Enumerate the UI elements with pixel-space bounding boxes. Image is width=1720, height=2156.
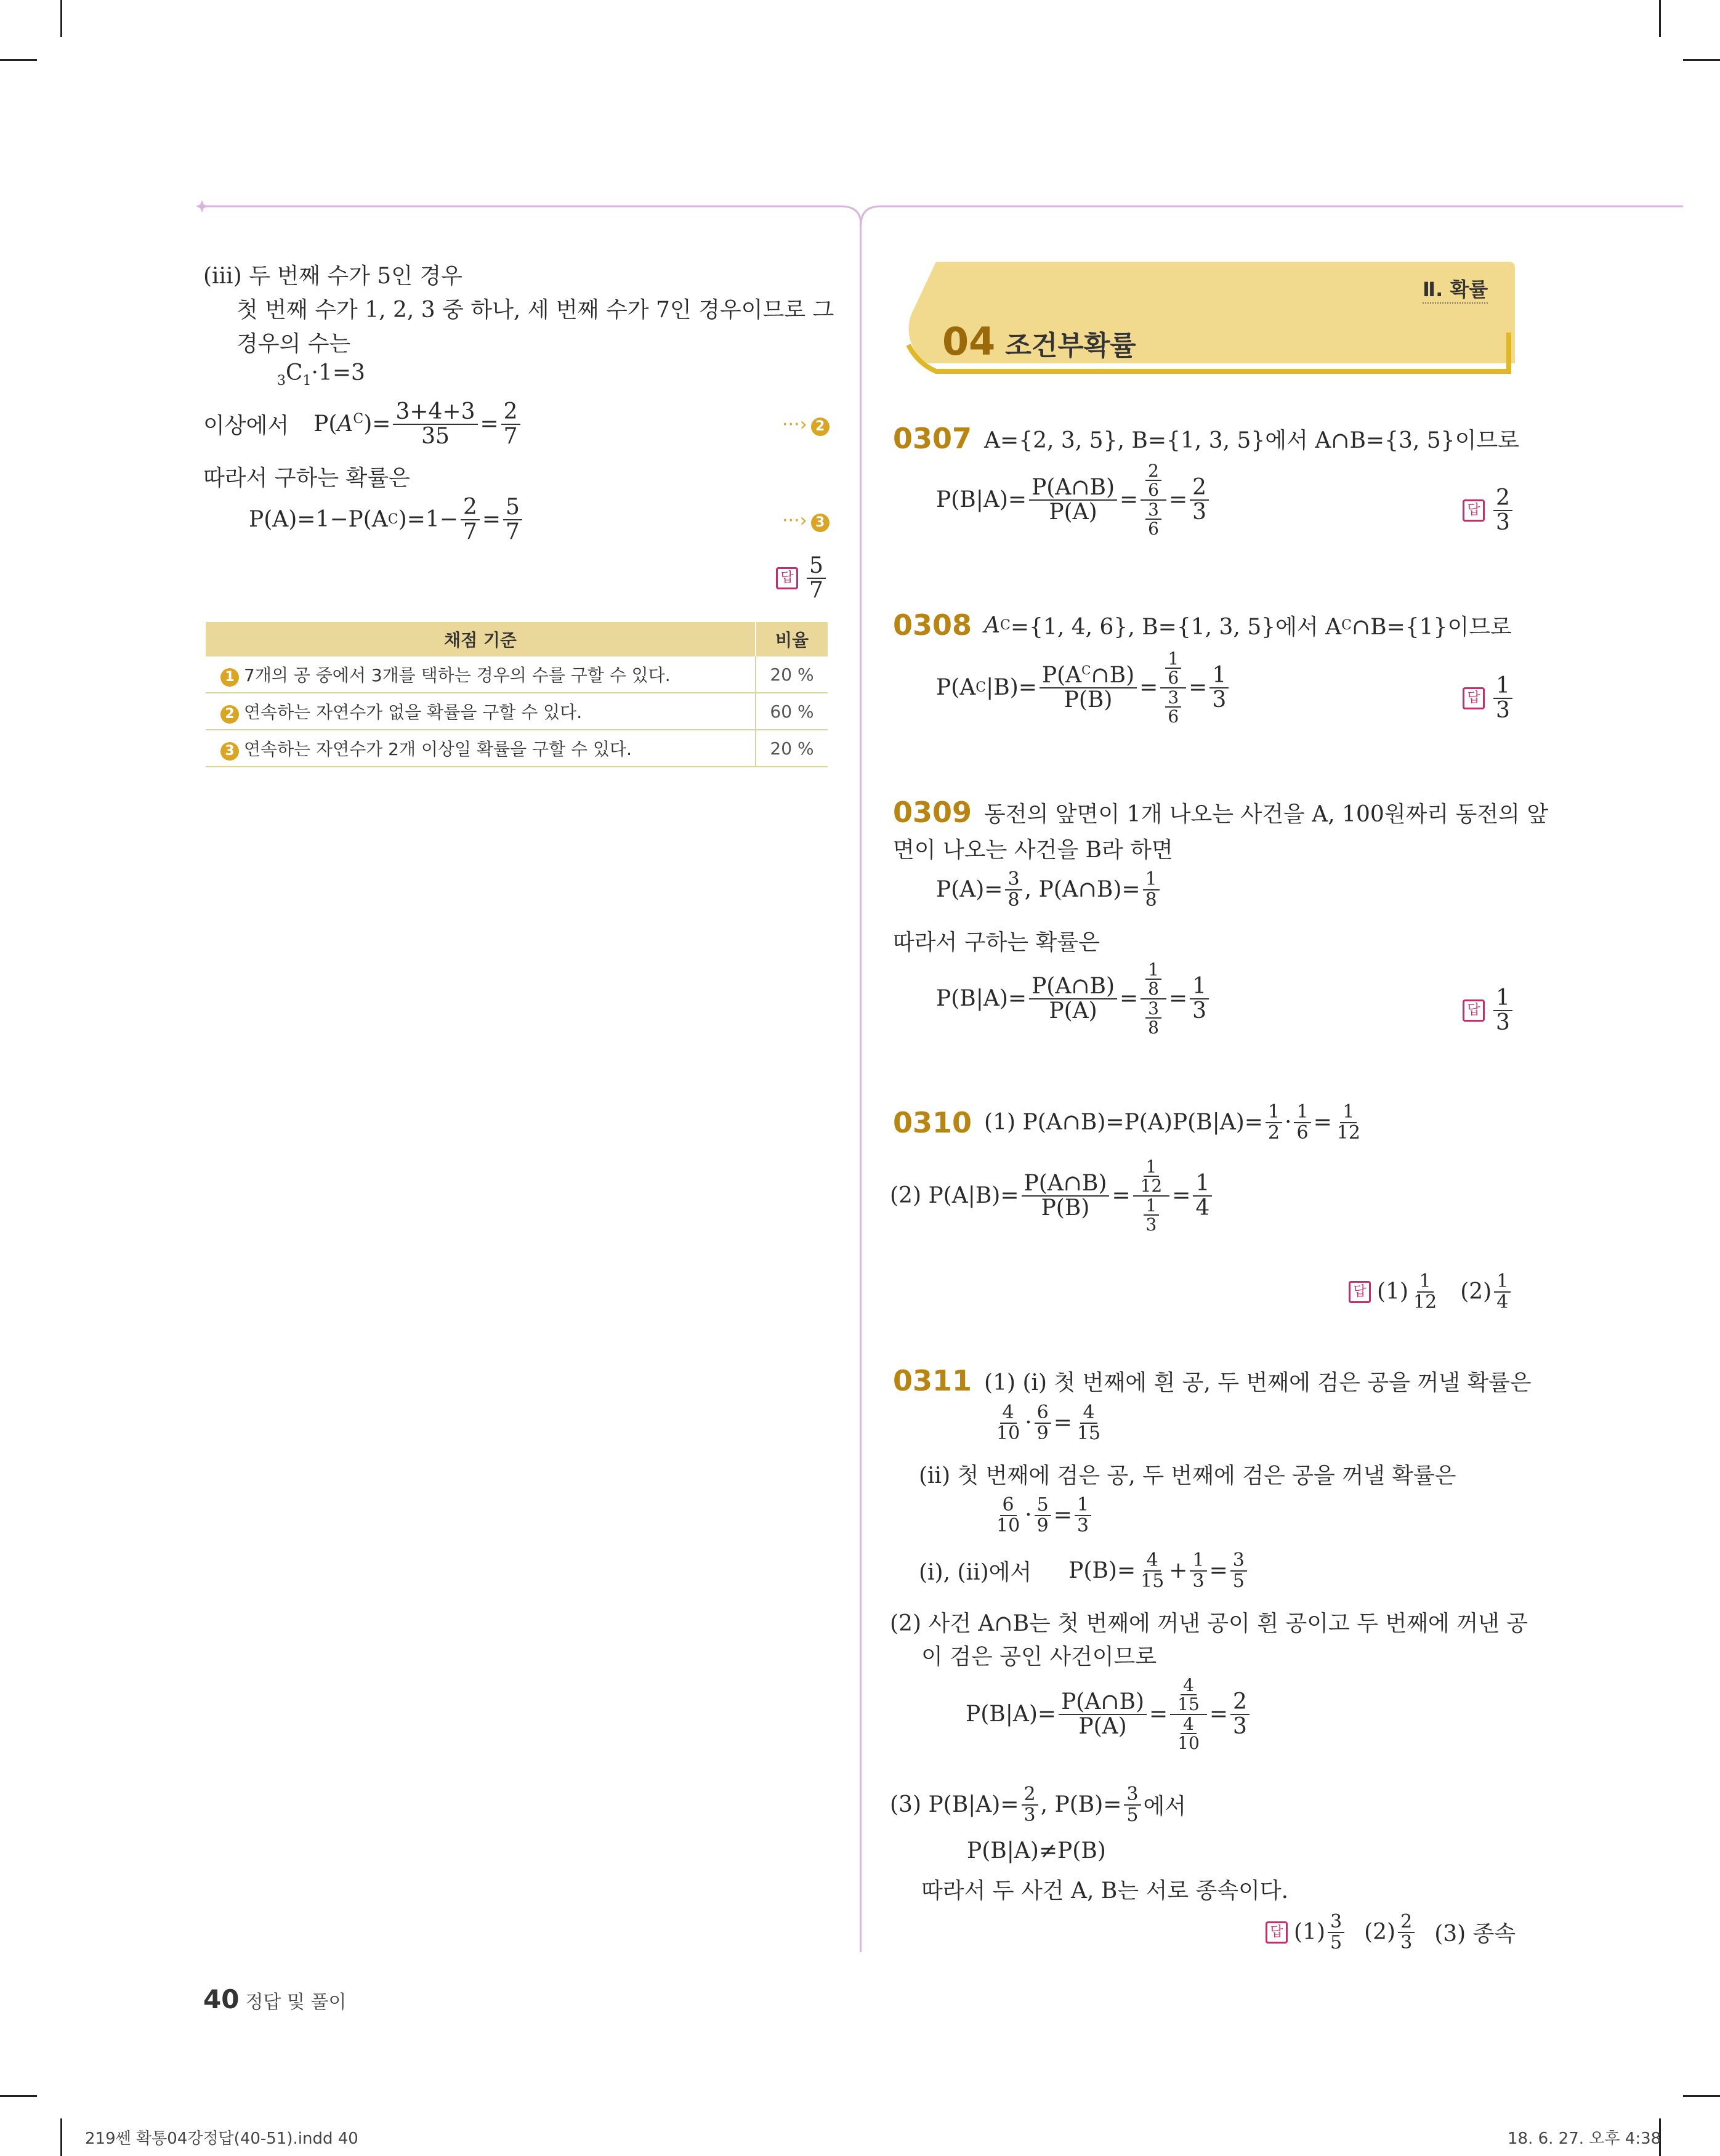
crop-mark	[0, 2095, 37, 2097]
q0309-statement-2: 면이 나오는 사건을 B라 하면	[893, 838, 1173, 863]
q0311-part3: (3) P(B|A)= $\frac{2}{3}$ , P(B)= $\frac{3}{5}$ 에서	[890, 1783, 1187, 1826]
header-rule	[196, 197, 1686, 234]
table-row: 3 연속하는 자연수가 2개 이상일 확률을 구할 수 있다. 20 %	[206, 730, 828, 767]
answer-icon: 답	[1349, 1281, 1371, 1303]
q0311-neq: P(B|A)≠P(B)	[967, 1838, 1106, 1863]
chapter-label: Ⅱ. 확률	[1423, 274, 1488, 304]
step-marker-3: ···› 3	[782, 510, 830, 532]
q0311-eq3: P(B|A)= $\frac{P(A\cap B)}{P(A)}$ = $\frac{\frac{4}{15}}{\frac{4}{10}}$ = $\frac{2}{3}$	[966, 1676, 1252, 1753]
q0309-answer: 답 $\frac{1}{3}$	[1463, 987, 1515, 1035]
q0309-statement: 0309 동전의 앞면이 1개 나오는 사건을 A, 100원짜리 동전의 앞	[893, 796, 1549, 829]
crop-mark	[60, 2118, 62, 2156]
case3-title: (ⅲ) 두 번째 수가 5인 경우	[203, 264, 462, 289]
rubric-table	[206, 622, 828, 767]
crop-mark	[1683, 2095, 1720, 2097]
crop-mark	[1683, 59, 1720, 61]
section-title: 04 조건부확률	[942, 319, 1136, 364]
crop-mark	[1659, 0, 1661, 37]
q0310-answer: 답 (1) $\frac{1}{12}$ (2) $\frac{1}{4}$	[1349, 1272, 1513, 1312]
summary-label: 이상에서	[203, 413, 289, 439]
case3-desc: 첫 번째 수가 1, 2, 3 중 하나, 세 번째 수가 7인 경우이므로 그	[236, 297, 834, 323]
table-row: 2 연속하는 자연수가 없을 확률을 구할 수 있다. 60 %	[206, 693, 828, 730]
q0309-therefore: 따라서 구하는 확률은	[893, 930, 1100, 955]
case3-calc: $_3C_1\cdot 1=3$	[277, 360, 365, 389]
q0308-answer: 답 $\frac{1}{3}$	[1463, 674, 1515, 722]
q0309-equation: P(B|A)= $\frac{P(A\cap B)}{P(A)}$ = $\frac{\frac{1}{8}}{\frac{3}{8}}$ = $\frac{1}{3}$	[936, 961, 1211, 1037]
q0307-statement: 0307 A={2, 3, 5}, B={1, 3, 5}에서 A∩B={3, 5}이므로	[893, 422, 1519, 455]
q0311-part2-b: 이 검은 공인 사건이므로	[921, 1644, 1157, 1669]
file-info: 219쎈 확통04강정답(40-51).indd 40	[85, 2130, 358, 2148]
q0308-equation: P(A C |B)= $\frac{P(A^C\cap B)}{P(B)}$ = $\frac{\frac{1}{6}}{\frac{3}{6}}$ = $\frac{1}{3}$	[936, 650, 1231, 726]
step-marker-2: ···› 2	[782, 414, 830, 436]
page-footer: 40 정답 및 풀이	[203, 1984, 347, 2014]
table-row: 1 7개의 공 중에서 3개를 택하는 경우의 수를 구할 수 있다. 20 %	[206, 656, 828, 693]
therefore-left: 따라서 구하는 확률은	[203, 466, 410, 491]
answer-icon: 답	[776, 567, 798, 589]
answer-icon: 답	[1463, 499, 1485, 522]
q0311-answer: 답 (1) $\frac{3}{5}$ (2) $\frac{2}{3}$ (3) 종속	[1266, 1912, 1516, 1952]
answer-icon: 답	[1266, 1921, 1288, 1944]
q0311-part1-ii: (ⅱ) 첫 번째에 검은 공, 두 번째에 검은 공을 꺼낼 확률은	[919, 1463, 1456, 1488]
print-date: 18. 6. 27. 오후 4:38	[1508, 2130, 1661, 2148]
pac-equation: 이상에서 $P(A^C)=$ $\frac{3+4+3}{35}$ = $\frac{2}{7}$	[203, 400, 523, 448]
q0311-part2: (2) 사건 A∩B는 첫 번째에 꺼낸 공이 흰 공이고 두 번째에 꺼낸 공	[890, 1611, 1528, 1636]
crop-mark	[60, 0, 62, 37]
answer-left: 답 $\frac{5}{7}$	[776, 554, 828, 602]
case3-desc-2: 경우의 수는	[236, 331, 351, 357]
q0307-answer: 답 $\frac{2}{3}$	[1463, 487, 1515, 535]
rubric-header-criteria: 채점 기준	[206, 622, 756, 656]
answer-icon: 답	[1463, 687, 1485, 709]
q0311-eq1: $\frac{4}{10}$ · $\frac{6}{9}$ = $\frac{4}{15}$	[996, 1402, 1101, 1444]
q0311-eq2: $\frac{6}{10}$ · $\frac{5}{9}$ = $\frac{1}{3}$	[991, 1495, 1094, 1535]
q0311-conclusion: 따라서 두 사건 A, B는 서로 종속이다.	[921, 1878, 1289, 1904]
q0310-part2: (2) P(A|B)= $\frac{P(A\cap B)}{P(B)}$ = $\frac{\frac{1}{12}}{\frac{1}{3}}$ = $\frac{1}{4}$	[890, 1158, 1214, 1234]
q0311-part1: 0311 (1) (ⅰ) 첫 번째에 흰 공, 두 번째에 검은 공을 꺼낼 확률은	[893, 1364, 1532, 1397]
q0307-equation: P(B|A)= $\frac{P(A\cap B)}{P(A)}$ = $\frac{\frac{2}{6}}{\frac{3}{6}}$ = $\frac{2}{3}$	[936, 462, 1211, 538]
q0311-pb: (ⅰ), (ⅱ)에서 P(B)= $\frac{4}{15}$ + $\frac{1}{3}$ = $\frac{3}{5}$	[919, 1551, 1250, 1591]
q0309-given: P(A)= $\frac{3}{8}$ , P(A∩B)= $\frac{1}{8}$	[936, 870, 1162, 910]
column-divider	[860, 222, 862, 1952]
answer-icon: 답	[1463, 999, 1485, 1022]
rubric-header-ratio: 비율	[756, 622, 828, 656]
pa-equation: P(A)=1−P(A C )=1− $\frac{2}{7}$ = $\frac{5}{7}$	[249, 496, 525, 544]
q0310-part1: 0310 (1) P(A∩B)=P(A)P(B|A)= $\frac{1}{2}$ · $\frac{1}{6}$ = $\frac{1}{12}$	[893, 1101, 1360, 1144]
crop-mark	[0, 59, 37, 61]
q0308-statement: 0308 A C ={1, 4, 6}, B={1, 3, 5}에서 A C ∩B={1}이므로	[893, 608, 1512, 642]
